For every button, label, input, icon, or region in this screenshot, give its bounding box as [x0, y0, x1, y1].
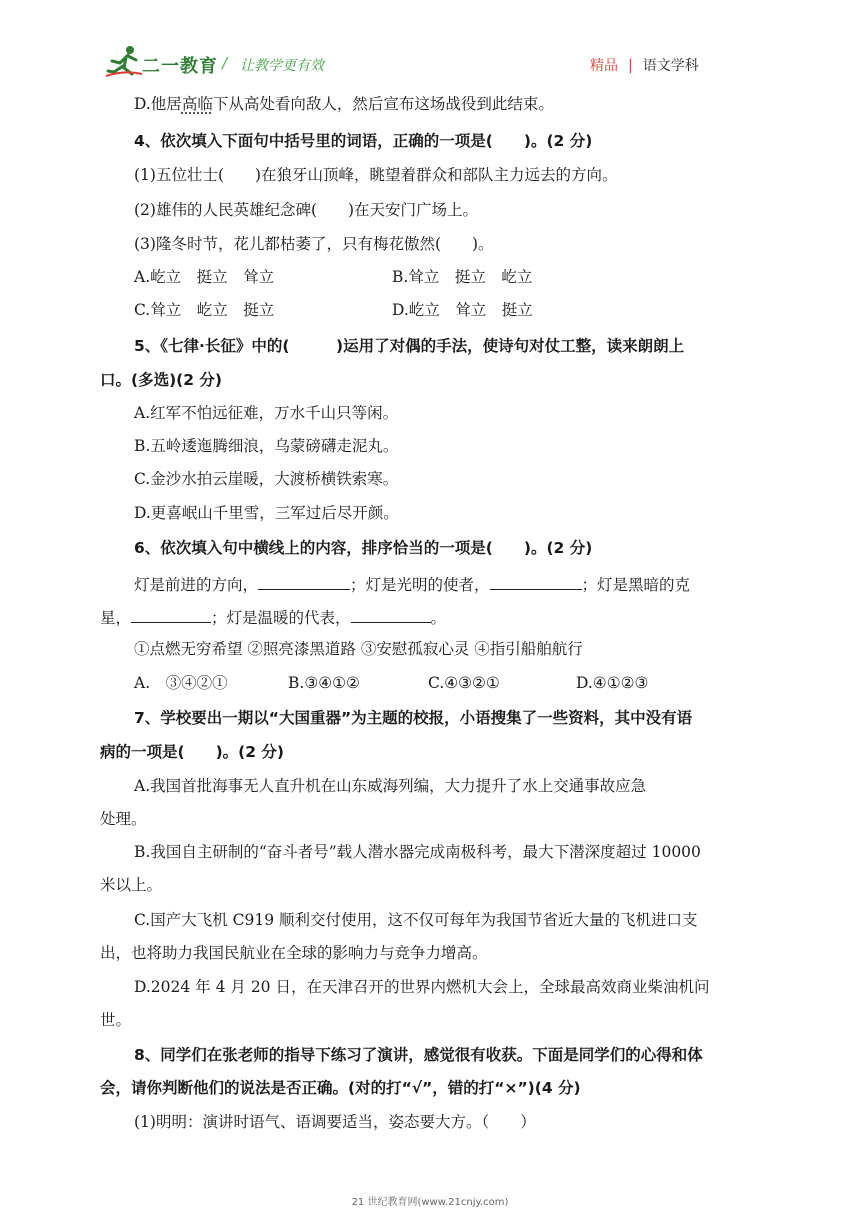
question-5-stem-line-2: 口。(多选)(2 分): [100, 371, 223, 389]
slogan: 让教学更有效: [240, 58, 324, 74]
question-5-option-c: C.金沙水拍云崖暖，大渡桥横铁索寒。: [134, 470, 399, 488]
runner-logo-icon: [104, 44, 144, 80]
logo: [104, 44, 224, 80]
question-4-stem: 4、依次填入下面句中括号里的词语，正确的一项是( )。(2 分): [134, 132, 593, 150]
question-4-option-d: D.屹立 耸立 挺立: [392, 301, 533, 319]
premium-tag: 精品: [590, 58, 618, 74]
q6-blank-3[interactable]: [131, 606, 211, 623]
question-8-stem-line-1: 8、同学们在张老师的指导下练习了演讲，感觉很有收获。下面是同学们的心得和体: [134, 1046, 703, 1064]
option-d-text-2: 下从高处看向敌人，然后宣布这场战役到此结束。: [212, 95, 554, 113]
q6-text-1: 灯是前进的方向，: [134, 576, 259, 594]
question-7-option-a-line-2: 处理。: [100, 810, 147, 828]
question-7-option-d-line-2: 世。: [100, 1011, 132, 1029]
header-subject: [590, 55, 699, 75]
question-6-sentence-line-2: [100, 606, 446, 628]
q6-text-3: ；灯是黑暗的克: [581, 576, 691, 594]
question-8-stem-line-2: 会，请你判断他们的说法是否正确。(对的打“√”，错的打“×”)(4 分): [100, 1079, 581, 1097]
question-5-option-b: B.五岭逶迤腾细浪，乌蒙磅礴走泥丸。: [134, 437, 399, 455]
slogan-separator: /: [222, 54, 228, 72]
question-4-option-a: A.屹立 挺立 耸立: [134, 268, 275, 286]
q6-text-5: ；灯是温暖的代表，: [211, 609, 351, 627]
q6-blank-1[interactable]: [258, 573, 350, 590]
subject-label: 语文学科: [642, 58, 699, 74]
question-6-option-b: B.③④①②: [288, 674, 360, 692]
q6-blank-4[interactable]: [351, 606, 431, 623]
question-7-option-c-line-2: 出，也将助力我国民航业在全球的影响力与竞争力增高。: [100, 944, 488, 962]
q6-blank-2[interactable]: [490, 573, 582, 590]
header-divider: |: [628, 58, 633, 74]
question-7-option-a-line-1: A.我国首批海事无人直升机在山东威海列编，大力提升了水上交通事故应急: [134, 777, 647, 795]
question-5-option-a: A.红军不怕远征难，万水千山只等闲。: [134, 404, 399, 422]
page-header: [0, 0, 860, 90]
q6-text-4: 星，: [100, 609, 132, 627]
logo-text: 二一教育: [142, 56, 218, 77]
question-6-choices: ①点燃无穷希望 ②照亮漆黑道路 ③安慰孤寂心灵 ④指引船舶航行: [134, 640, 583, 658]
question-7-option-b-line-1: B.我国自主研制的“奋斗者号”载人潜水器完成南极科考，最大下潜深度超过 10000: [134, 843, 701, 861]
question-6-sentence-line-1: [134, 573, 690, 595]
question-5-stem-line-1: 5、《七律·长征》中的( )运用了对偶的手法，使诗句对仗工整，读来朗朗上: [134, 337, 685, 355]
question-6-option-a: A. ③④②①: [134, 674, 228, 692]
question-8-item-1: (1)明明：演讲时语气、语调要适当，姿态要大方。（ ）: [134, 1113, 536, 1131]
question-6-option-d: D.④①②③: [576, 674, 649, 692]
q6-text-2: ；灯是光明的使者，: [350, 576, 490, 594]
option-d-text-1: D.他居: [134, 95, 182, 113]
question-7-option-c-line-1: C.国产大飞机 C919 顺利交付使用，这不仅可每年为我国节省近大量的飞机进口支: [134, 911, 698, 929]
question-4-option-c: C.耸立 屹立 挺立: [134, 301, 275, 319]
page-footer: 21 世纪教育网(www.21cnjy.com): [351, 1197, 509, 1208]
question-6-stem: 6、依次填入句中横线上的内容，排序恰当的一项是( )。(2 分): [134, 539, 593, 557]
option-d-dotted-word: 高临: [181, 95, 213, 113]
q6-text-6: 。: [430, 609, 447, 627]
question-4-item-3: (3)隆冬时节，花儿都枯萎了，只有梅花傲然( )。: [134, 235, 494, 253]
question-4-option-b: B.耸立 挺立 屹立: [392, 268, 533, 286]
question-4-item-2: (2)雄伟的人民英雄纪念碑( )在天安门广场上。: [134, 201, 479, 219]
question-7-stem-line-2: 病的一项是( )。(2 分): [100, 743, 285, 761]
question-7-option-d-line-1: D.2024 年 4 月 20 日，在天津召开的世界内燃机大会上，全球最高效商业柴油机问: [134, 978, 710, 996]
question-7-stem-line-1: 7、学校要出一期以“大国重器”为主题的校报，小语搜集了一些资料，其中没有语: [134, 709, 693, 727]
question-4-item-1: (1)五位壮士( )在狼牙山顶峰，眺望着群众和部队主力远去的方向。: [134, 166, 618, 184]
question-6-option-c: C.④③②①: [428, 674, 500, 692]
prev-question-option-d: [134, 94, 554, 114]
question-7-option-b-line-2: 米以上。: [100, 876, 163, 894]
question-5-option-d: D.更喜岷山千里雪，三军过后尽开颜。: [134, 504, 399, 522]
